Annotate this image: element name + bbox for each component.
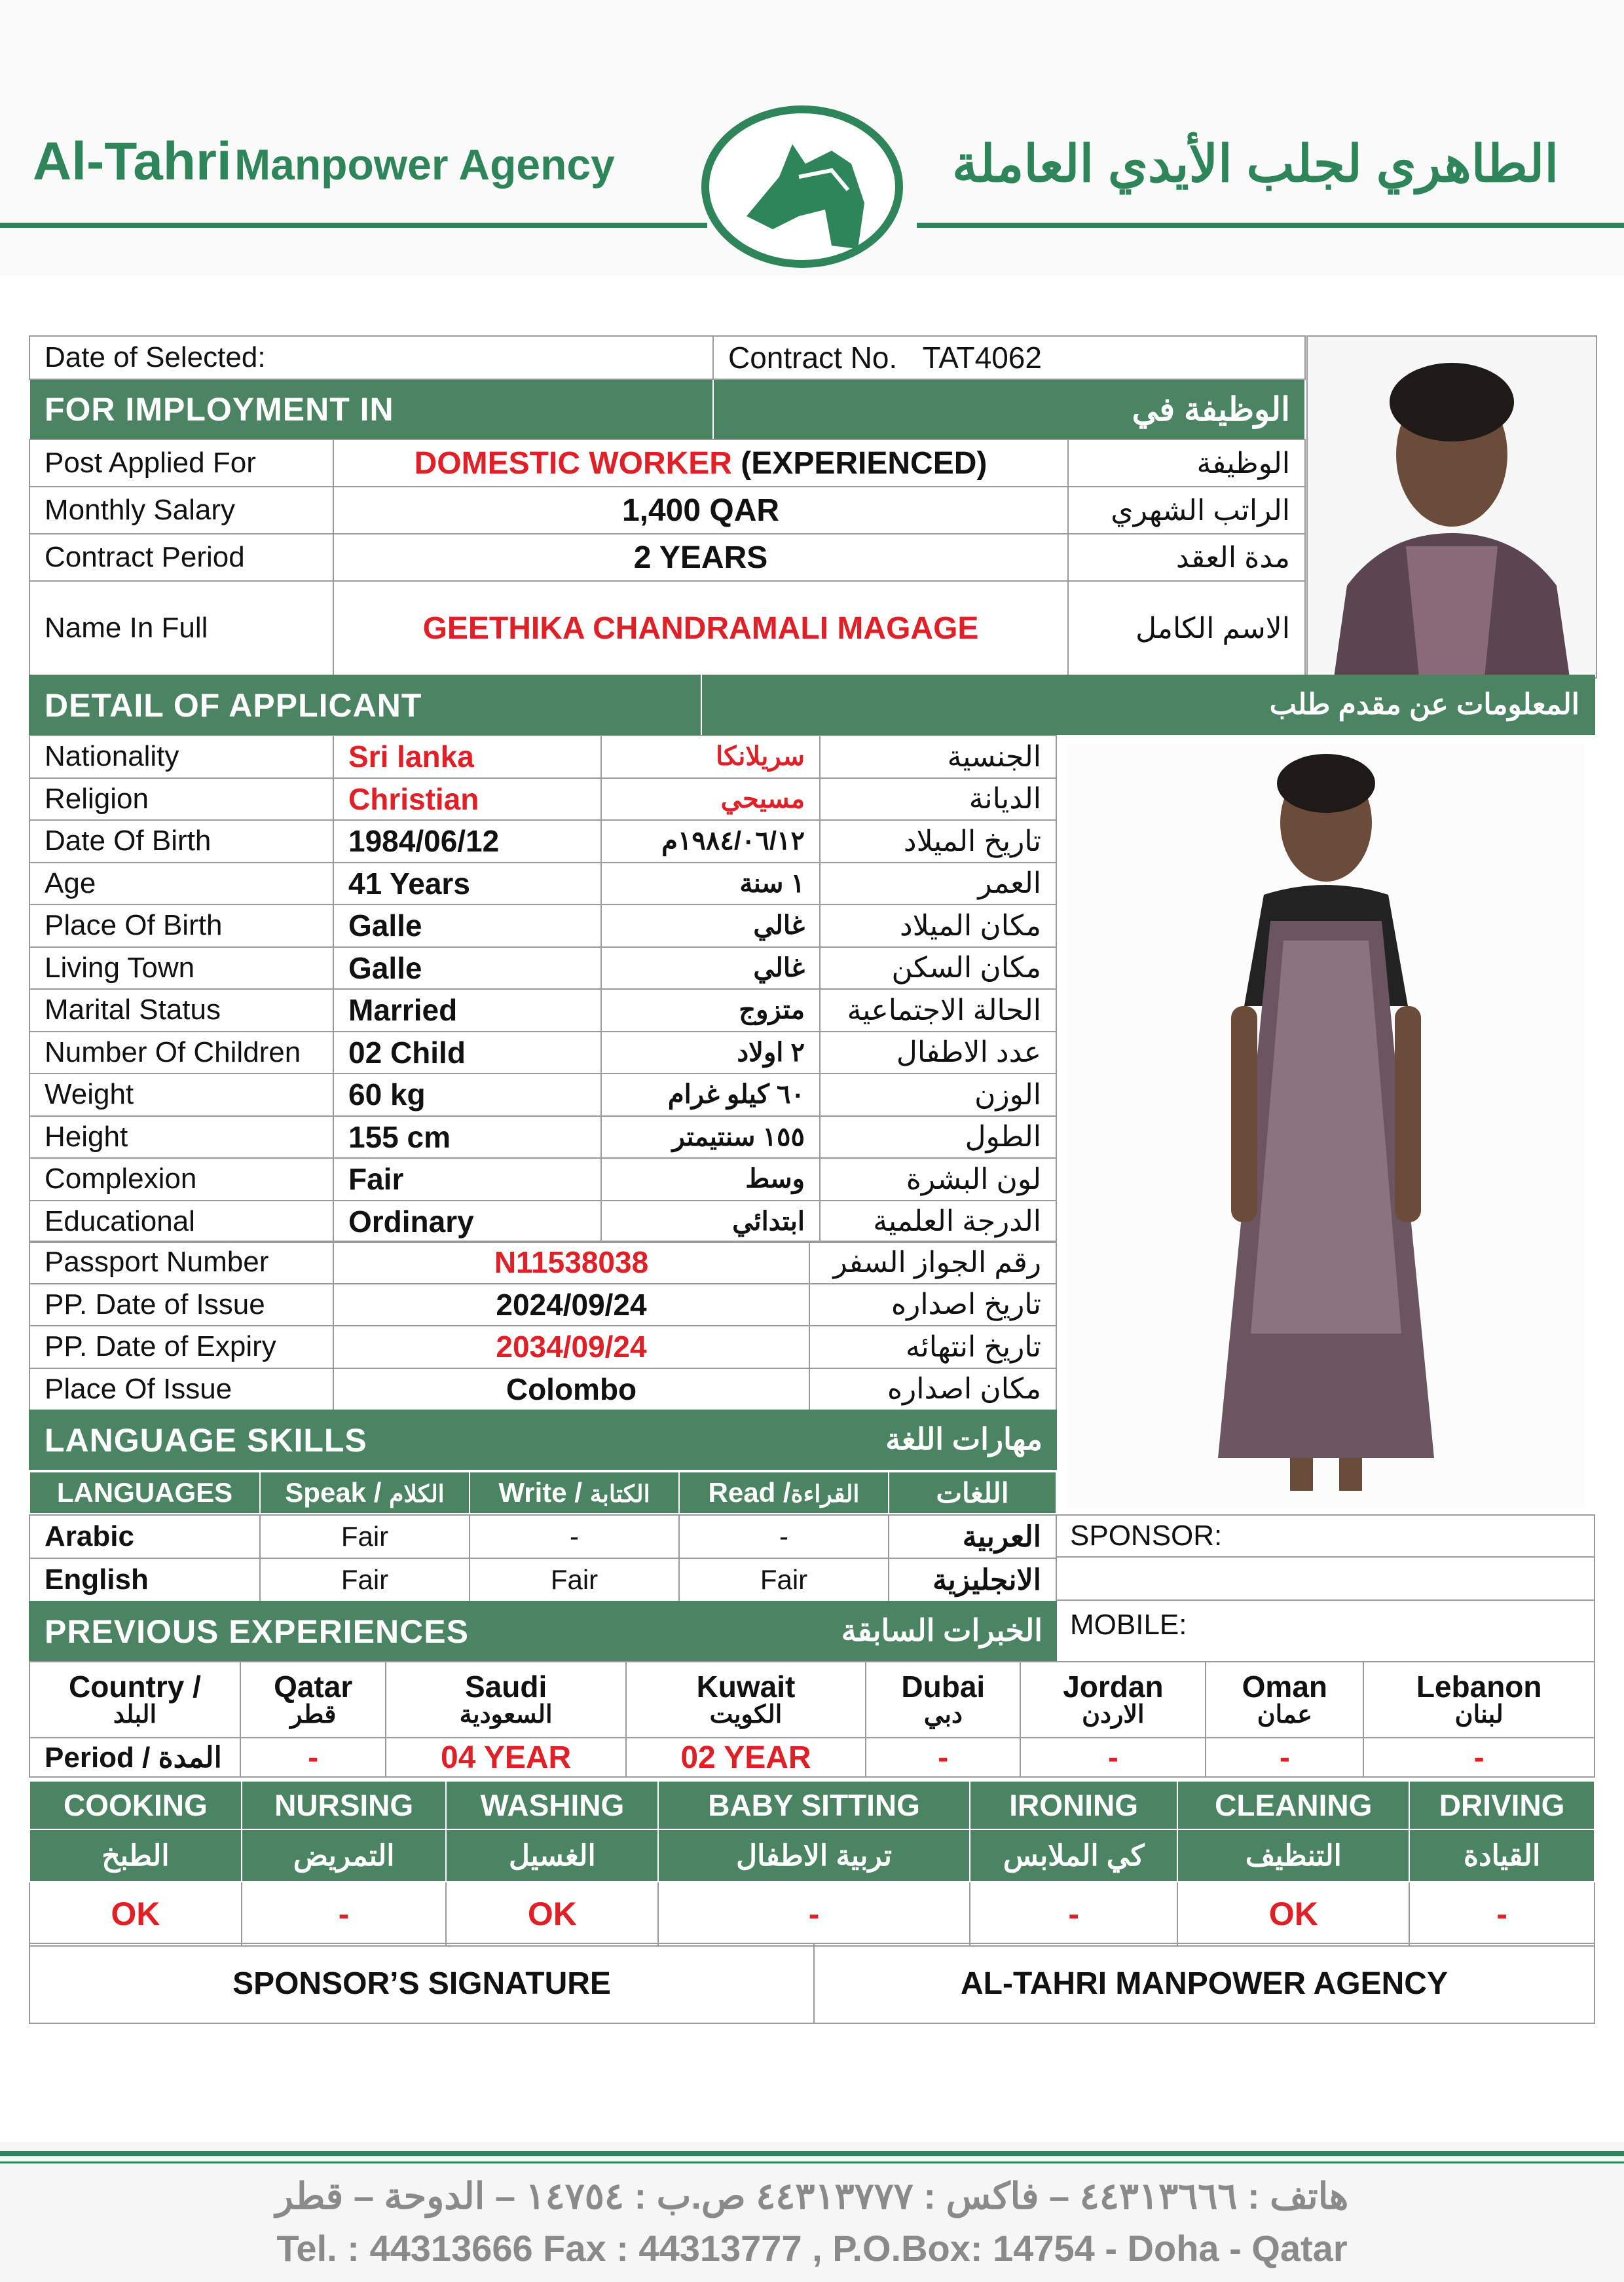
applicant-detail-row: Number Of Children 02 Child ٢ اولاد عدد الاطفال: [29, 1032, 1056, 1074]
experience-country-cell: Saudi السعودية: [386, 1662, 625, 1738]
experience-country-cell: Jordan الاردن: [1020, 1662, 1206, 1738]
footer-english-contact: Tel. : 44313666 Fax : 44313777 , P.O.Box: 14754 - Doha - Qatar: [276, 2228, 1348, 2269]
header-rule-right: [917, 223, 1624, 228]
experience-country-cell: Lebanon لبنان: [1363, 1662, 1595, 1738]
employment-section-bar: FOR IMPLOYMENT IN الوظيفة في: [29, 379, 1305, 440]
experience-period-cell: -: [1206, 1738, 1363, 1777]
skill-value: -: [1409, 1882, 1595, 1946]
passport-row: Passport Number N11538038 رقم الجواز السفر: [29, 1241, 1056, 1284]
skill-value: OK: [29, 1882, 242, 1946]
skill-label: COOKING: [29, 1781, 242, 1829]
applicant-detail-row: Nationality Sri lanka سريلانكا الجنسية: [29, 736, 1056, 778]
applicant-detail-row: Height 155 cm ١٥٥ سنتيمتر الطول: [29, 1116, 1056, 1159]
applicant-section-bar: DETAIL OF APPLICANT المعلومات عن مقدم طلب: [29, 675, 1595, 735]
sponsor-box: [1056, 1514, 1595, 1662]
sponsor-label: SPONSOR:: [1056, 1515, 1595, 1557]
skill-value: OK: [1177, 1882, 1409, 1946]
skills-label-ar-row: [29, 1829, 1595, 1882]
skills-label-row: [29, 1781, 1595, 1829]
experience-period-cell: 02 YEAR: [626, 1738, 866, 1777]
language-rows: [29, 1514, 1057, 1602]
experience-period-cell: -: [1020, 1738, 1206, 1777]
experience-country-cell: Kuwait الكويت: [626, 1662, 866, 1738]
full-name-row: Name In Full GEETHIKA CHANDRAMALI MAGAGE الاسم الكامل: [29, 581, 1305, 675]
applicant-detail-row: Weight 60 kg ٦٠ كيلو غرام الوزن: [29, 1074, 1056, 1116]
signature-table: [29, 1943, 1595, 2024]
applicant-detail-row: Complexion Fair وسط لون البشرة: [29, 1158, 1056, 1201]
post-applied-row: Post Applied For DOMESTIC WORKER (EXPERIENCED) الوظيفة: [29, 440, 1305, 487]
applicant-detail-row: Living Town Galle غالي مكان السكن: [29, 947, 1056, 990]
passport-row: Place Of Issue Colombo مكان اصداره: [29, 1368, 1056, 1411]
experience-country-cell: Dubai دبي: [866, 1662, 1020, 1738]
skill-value: -: [658, 1882, 970, 1946]
language-section-bar: LANGUAGE SKILLS مهارات اللغة: [29, 1410, 1057, 1470]
applicant-detail-row: Age 41 Years ١ سنة العمر: [29, 863, 1056, 905]
footer-rule-thin: [0, 2161, 1624, 2163]
agency-name-ar: الطاهري لجلب الأيدي العاملة: [951, 135, 1559, 193]
skill-label: NURSING: [242, 1781, 447, 1829]
experience-period-cell: 04 YEAR: [386, 1738, 625, 1777]
skill-label: CLEANING: [1177, 1781, 1409, 1829]
contract-period-row: Contract Period 2 YEARS مدة العقد: [29, 534, 1305, 581]
skills-value-row: [29, 1882, 1595, 1946]
horse-head-icon: [701, 105, 904, 269]
language-row-english: English Fair Fair Fair الانجليزية: [29, 1558, 1056, 1601]
skill-label-ar: كي الملابس: [970, 1829, 1178, 1882]
applicant-detail-row: Place Of Birth Galle غالي مكان الميلاد: [29, 905, 1056, 947]
passport-row: PP. Date of Expiry 2034/09/24 تاريخ انتهائه: [29, 1326, 1056, 1368]
experience-period-cell: -: [866, 1738, 1020, 1777]
experience-period-row: Period / المدة - 04 YEAR 02 YEAR - - - -: [29, 1738, 1595, 1777]
footer: [0, 2142, 1624, 2282]
language-row-arabic: Arabic Fair - - العربية: [29, 1515, 1056, 1558]
applicant-detail-row: Marital Status Married متزوج الحالة الاجتماعية: [29, 989, 1056, 1032]
language-header-row: LANGUAGES Speak / الكلام Write / الكتابة Read /القراءة اللغات: [29, 1471, 1057, 1514]
skill-label-ar: الطبخ: [29, 1829, 242, 1882]
mobile-label: MOBILE:: [1056, 1600, 1595, 1662]
skill-label: BABY SITTING: [658, 1781, 970, 1829]
skill-label: IRONING: [970, 1781, 1178, 1829]
header-rule-left: [0, 223, 707, 228]
agency-signature-cell: AL-TAHRI MANPOWER AGENCY: [814, 1943, 1595, 2023]
skill-label-ar: التنظيف: [1177, 1829, 1409, 1882]
experience-country-row: Country / البلد Qatar قطر Saudi السعودية Kuwait الكويت Dubai دبي Jordan الاردن Oman عمان Lebanon لبنان: [29, 1662, 1595, 1738]
date-selected-cell: Date of Selected:: [29, 336, 713, 379]
skills-table: [29, 1780, 1595, 1947]
contract-cell: Contract No. TAT4062: [713, 336, 1305, 379]
experience-section-bar: PREVIOUS EXPERIENCES الخبرات السابقة: [29, 1601, 1057, 1661]
applicant-full-body-photo: [1067, 744, 1585, 1508]
skill-value: -: [970, 1882, 1178, 1946]
experience-period-cell: -: [1363, 1738, 1595, 1777]
letterhead: [0, 0, 1624, 275]
skill-label: WASHING: [446, 1781, 658, 1829]
experience-table: [29, 1661, 1595, 1778]
footer-arabic-contact: هاتف : ٤٤٣١٣٦٦٦ – فاكس : ٤٤٣١٣٧٧٧ ص.ب : ١٤٧٥٤ – الدوحة – قطر: [275, 2175, 1349, 2217]
skill-value: OK: [446, 1882, 658, 1946]
applicant-detail-row: Educational Ordinary ابتدائي الدرجة العلمية: [29, 1201, 1056, 1243]
sponsor-signature-cell: SPONSOR’S SIGNATURE: [29, 1943, 814, 2023]
salary-row: Monthly Salary 1,400 QAR الراتب الشهري: [29, 487, 1305, 534]
skill-value: -: [242, 1882, 447, 1946]
applicant-details-table: [29, 735, 1057, 1243]
skill-label-ar: التمريض: [242, 1829, 447, 1882]
employment-table: [29, 335, 1306, 440]
applicant-portrait-photo: [1306, 335, 1597, 679]
agency-name-en: Al-Tahri Manpower Agency: [33, 132, 615, 191]
skill-label-ar: القيادة: [1409, 1829, 1595, 1882]
skill-label-ar: تربية الاطفال: [658, 1829, 970, 1882]
footer-rule-top: [0, 2151, 1624, 2156]
passport-row: PP. Date of Issue 2024/09/24 تاريخ اصداره: [29, 1284, 1056, 1326]
experience-country-cell: Oman عمان: [1206, 1662, 1363, 1738]
passport-table: [29, 1241, 1057, 1411]
employment-rows: [29, 439, 1306, 676]
experience-period-cell: -: [240, 1738, 386, 1777]
skill-label-ar: الغسيل: [446, 1829, 658, 1882]
applicant-detail-row: Date Of Birth 1984/06/12 ١٩٨٤/٠٦/١٢م تاريخ الميلاد: [29, 820, 1056, 863]
experience-country-cell: Qatar قطر: [240, 1662, 386, 1738]
skill-label: DRIVING: [1409, 1781, 1595, 1829]
applicant-detail-row: Religion Christian مسيحي الديانة: [29, 778, 1056, 821]
